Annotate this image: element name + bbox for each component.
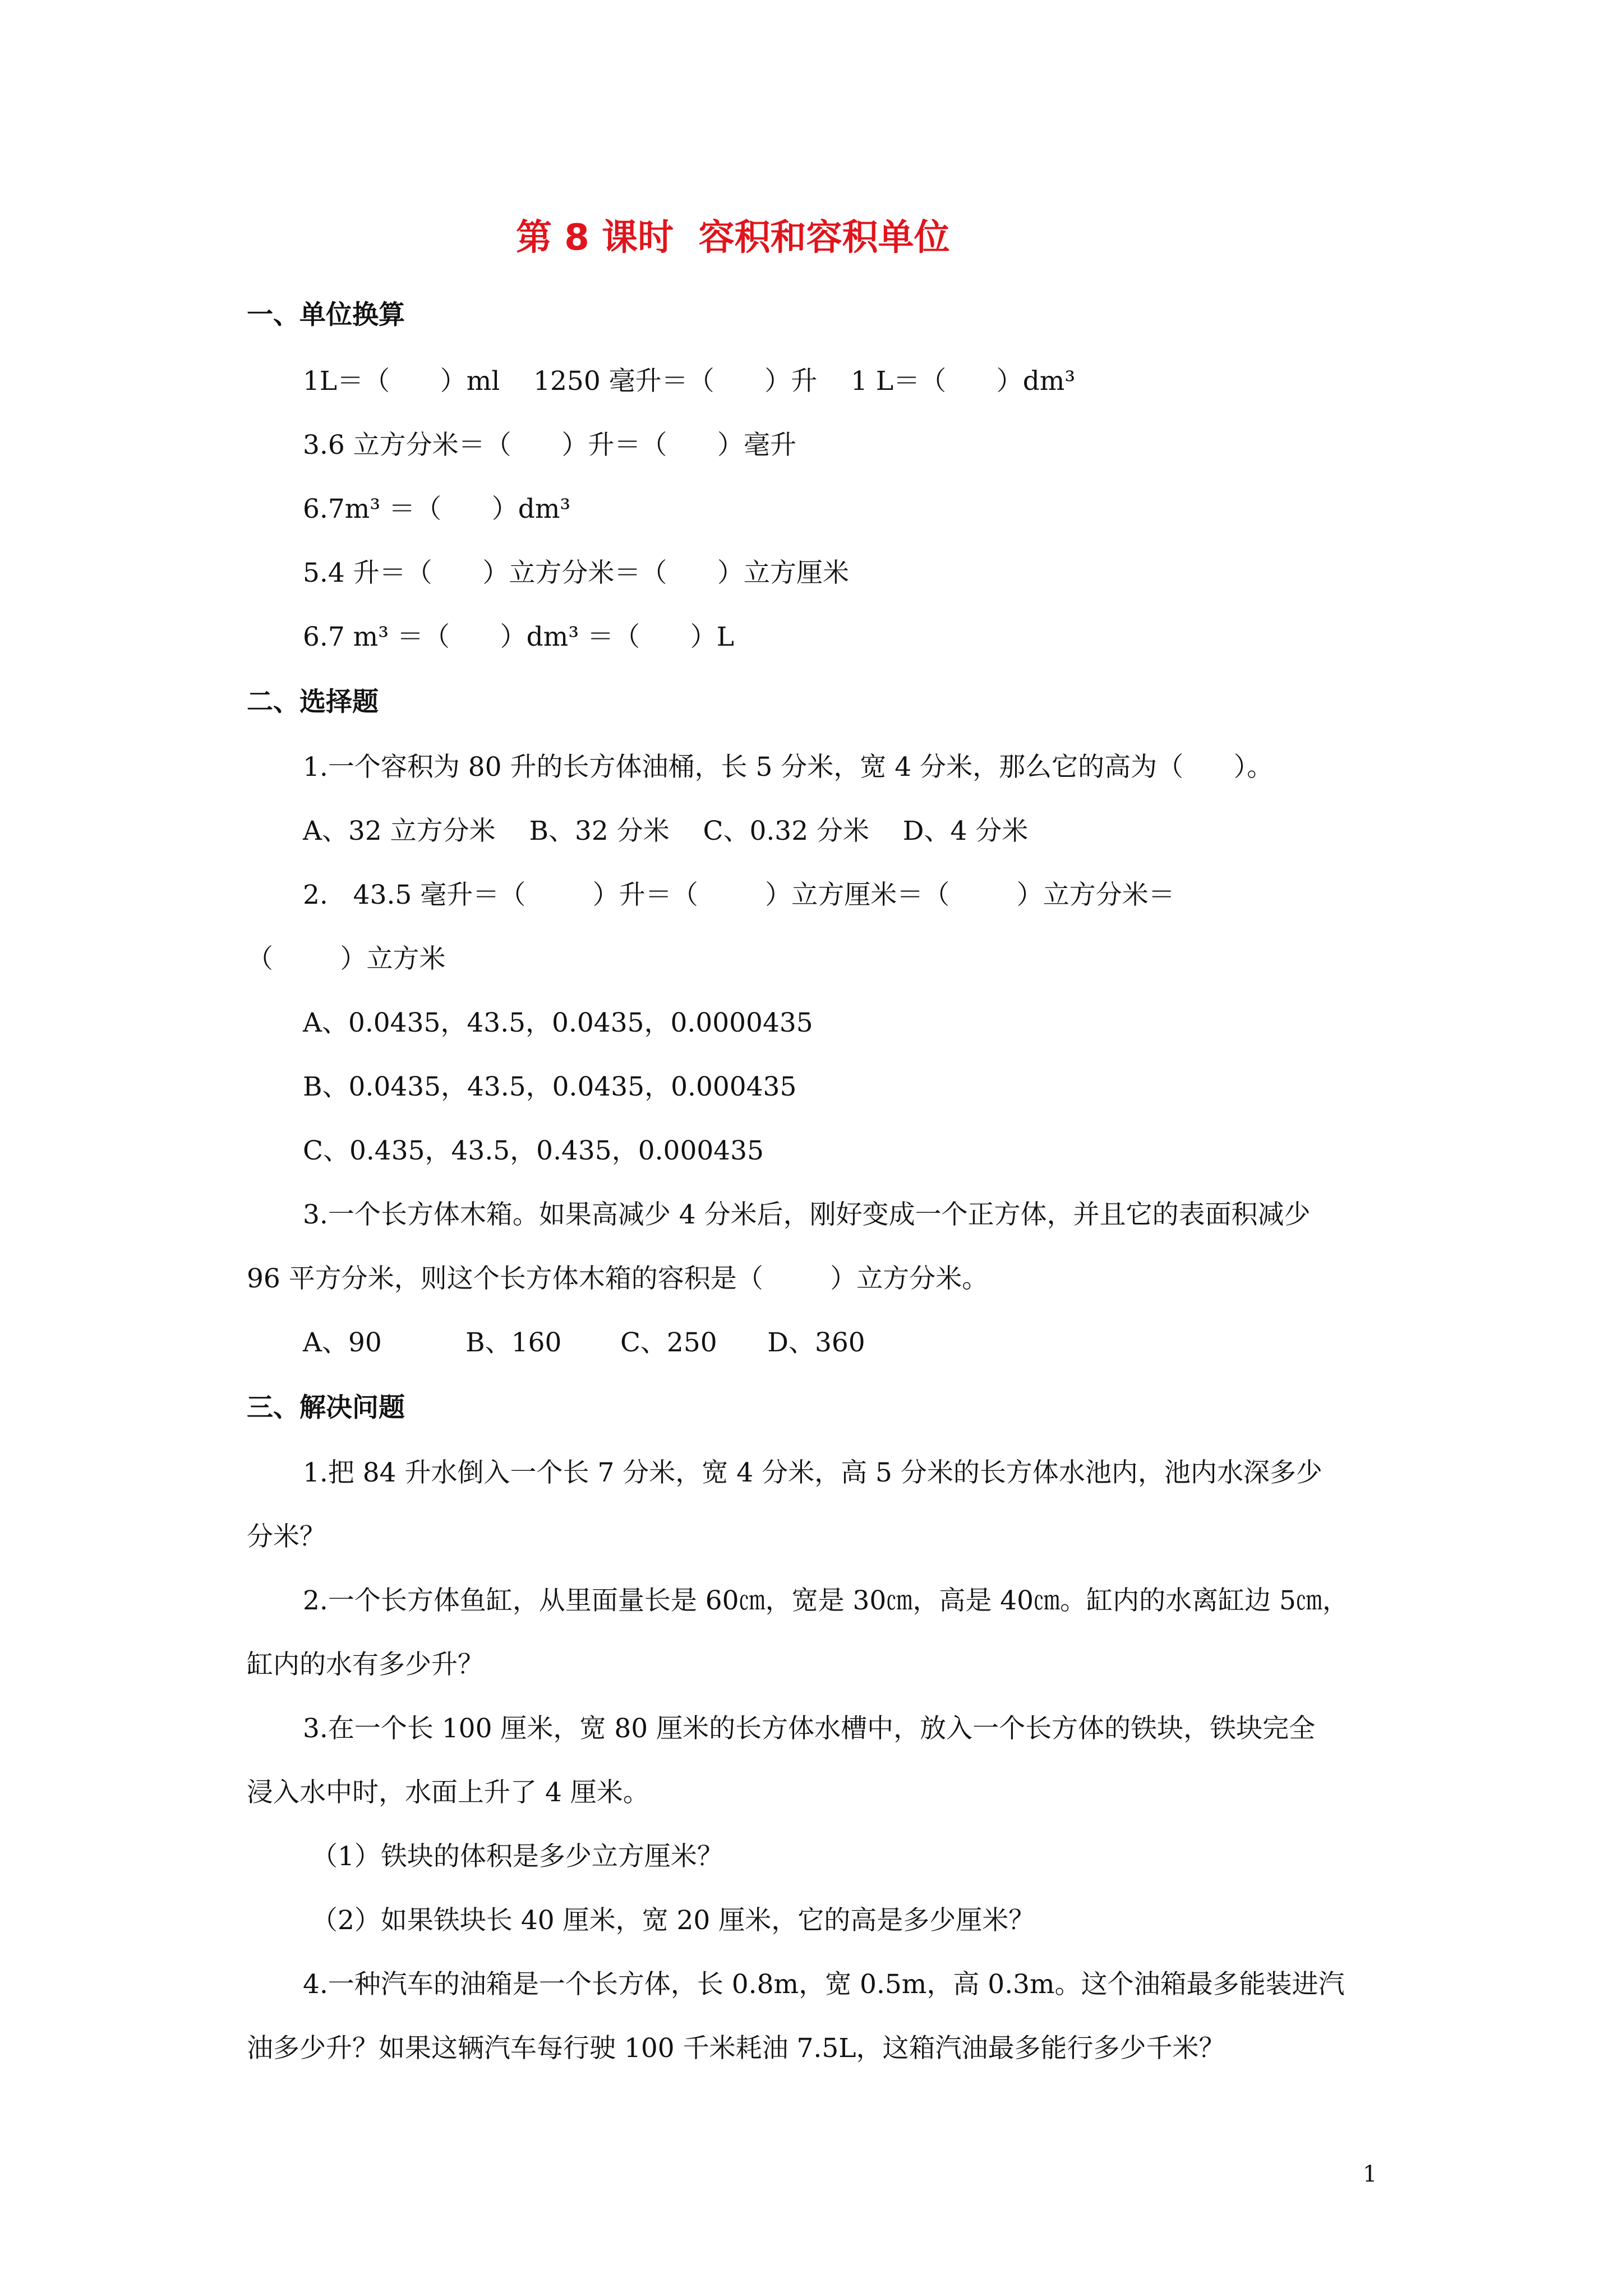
question-line: 3.在一个长 100 厘米，宽 80 厘米的长方体水槽中，放入一个长方体的铁块，铁块完全 <box>303 1713 1316 1744</box>
question-line: 油多少升？如果这辆汽车每行驶 100 千米耗油 7.5L，这箱汽油最多能行多少千米？ <box>247 2033 1225 2064</box>
sub-question-line: （1）铁块的体积是多少立方厘米？ <box>311 1841 723 1872</box>
question-line: 1.一个容积为 80 升的长方体油桶，长 5 分米，宽 4 分米，那么它的高为（ ）。 <box>303 752 1274 783</box>
option-line: C、0.435，43.5，0.435，0.000435 <box>303 1135 764 1166</box>
page-title: 第 8 课时 容积和容积单位 <box>516 217 950 259</box>
question-line: 6.7 m³ ＝（ ）dm³ ＝（ ）L <box>303 622 734 652</box>
option-line: A、90 B、160 C、250 D、360 <box>303 1327 865 1358</box>
question-line: 96 平方分米，则这个长方体木箱的容积是（ ）立方分米。 <box>247 1263 989 1294</box>
question-line: 6.7m³ ＝（ ）dm³ <box>303 494 571 524</box>
sub-question-line: （2）如果铁块长 40 厘米，宽 20 厘米，它的高是多少厘米？ <box>311 1905 1035 1936</box>
option-line: A、32 立方分米 B、32 分米 C、0.32 分米 D、4 分米 <box>303 816 1029 846</box>
section-heading-multiple-choice: 二、选择题 <box>247 687 379 717</box>
section-heading-problem-solving: 三、解决问题 <box>247 1392 405 1423</box>
question-line: 3.一个长方体木箱。如果高减少 4 分米后，刚好变成一个正方体，并且它的表面积减少 <box>303 1199 1311 1230</box>
question-line: 1.把 84 升水倒入一个长 7 分米，宽 4 分米，高 5 分米的长方体水池内，池内水深多少 <box>303 1457 1322 1488</box>
option-line: A、0.0435，43.5，0.0435，0.0000435 <box>303 1007 813 1038</box>
question-line: 5.4 升＝（ ）立方分米＝（ ）立方厘米 <box>303 558 849 588</box>
question-line: 2. 43.5 毫升＝（ ）升＝（ ）立方厘米＝（ ）立方分米＝ <box>303 880 1175 910</box>
question-line: 3.6 立方分米＝（ ）升＝（ ）毫升 <box>303 430 796 461</box>
question-line: 分米？ <box>247 1521 326 1552</box>
question-line: 4.一种汽车的油箱是一个长方体，长 0.8m，宽 0.5m，高 0.3m。这个油箱最多能装进汽 <box>303 1969 1345 2000</box>
question-line: （ ）立方米 <box>247 944 446 974</box>
question-line: 缸内的水有多少升？ <box>247 1649 484 1680</box>
question-line: 1L＝（ ）ml 1250 毫升＝（ ）升 1 L＝（ ）dm³ <box>303 366 1076 397</box>
question-line: 2.一个长方体鱼缸，从里面量长是 60㎝，宽是 30㎝，高是 40㎝。缸内的水离缸边 5㎝， <box>303 1585 1349 1616</box>
question-line: 浸入水中时，水面上升了 4 厘米。 <box>247 1777 649 1808</box>
section-heading-unit-conversion: 一、单位换算 <box>247 300 405 330</box>
page-number: 1 <box>1363 2161 1377 2187</box>
option-line: B、0.0435，43.5，0.0435，0.000435 <box>303 1071 797 1102</box>
